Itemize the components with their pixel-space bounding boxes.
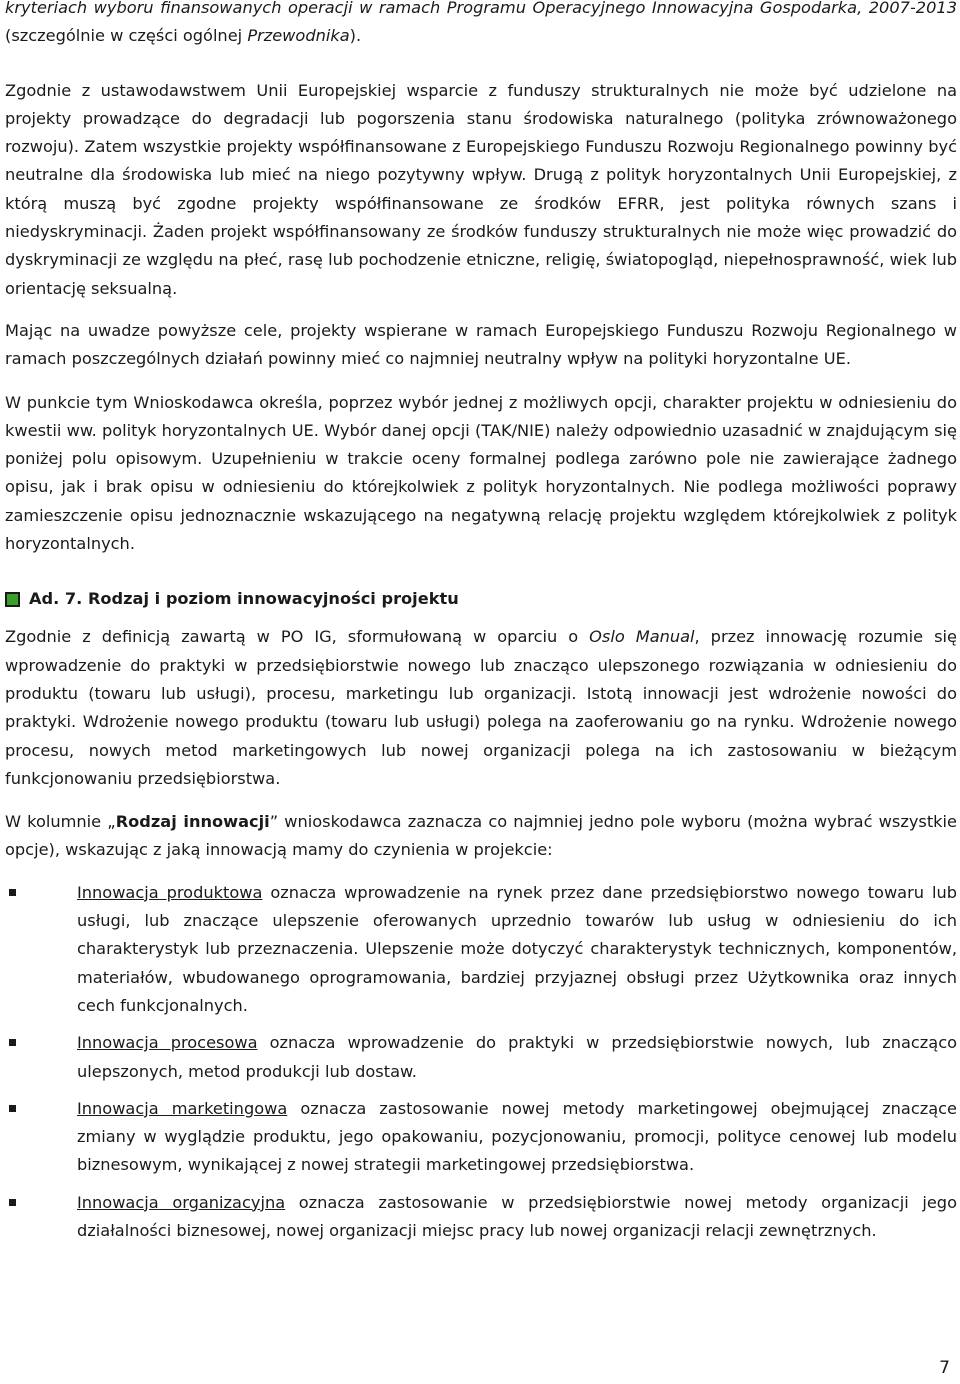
green-square-icon — [5, 592, 20, 607]
term-product-innovation: Innowacja produktowa — [77, 882, 263, 902]
intro-italic-1: kryteriach wyboru finansowanych operacji w ramach Programu Operacyjnego Innowacyjna Gospodarka, 2007-2013 — [5, 0, 957, 17]
intro-paragraph — [5, 0, 957, 51]
paragraph-objectives: Mając na uwadze powyższe cele, projekty wspierane w ramach Europejskiego Funduszu Rozwoju Regionalnego w ramach poszczególnych działań powinny mieć co najmniej neutralny wpływ na polityki horyzontalne UE. — [5, 320, 957, 369]
marketing-innovation-text: oznacza zastosowanie nowej metody marketingowej obejmującej znaczące zmiany w wyglądzie produktu, jego opakowaniu, pozycjonowaniu, promocji, polityce cenowej lub modelu biznesowym, wynikającej z nowej strategii marketingowej przedsiębiorstwa. — [77, 1098, 957, 1175]
list-item-process — [5, 1029, 957, 1086]
oslo-manual-italic: Oslo Manual — [589, 627, 695, 647]
list-item-marketing — [5, 1095, 957, 1180]
term-process-innovation: Innowacja procesowa — [77, 1033, 258, 1053]
product-innovation-text: oznacza wprowadzenie na rynek przez dane przedsiębiorstwo nowego towaru lub usługi, lub znaczące ulepszenie oferowanych uprzednio towarów lub usług w odniesieniu do ich charakterystyk lub przeznaczenia. Ulepszenie może dotyczyć charakterystyk technicznych, komponentów, materiałów, wbudowanego oprogramowania, bardziej przyjaznej obsługi przez Użytkownika oraz innych cech funkcjonalnych. — [77, 882, 957, 1015]
square-bullet-icon — [9, 1199, 16, 1206]
square-bullet-icon — [9, 1105, 16, 1112]
intro-text-1: (szczególnie w części ogólnej — [5, 26, 248, 46]
square-bullet-icon — [9, 889, 16, 896]
paragraph-innovation-definition — [5, 623, 957, 793]
page-number: 7 — [939, 1358, 950, 1378]
list-item-organizational — [5, 1189, 957, 1246]
innovation-types-list — [5, 879, 957, 1246]
term-marketing-innovation: Innowacja marketingowa — [77, 1098, 288, 1118]
organizational-innovation-text: oznacza zastosowanie w przedsiębiorstwie nowej metody organizacji jego działalności biznesowej, nowej organizacji miejsc pracy lub nowej organizacji relacji zewnętrznych. — [77, 1192, 957, 1240]
term-organizational-innovation: Innowacja organizacyjna — [77, 1192, 286, 1212]
process-innovation-text: oznacza wprowadzenie do praktyki w przedsiębiorstwie nowych, lub znacząco ulepszonych, metod produkcji lub dostaw. — [77, 1033, 957, 1081]
column-text-b: ” wnioskodawca zaznacza co najmniej jedno pole wyboru (można wybrać wszystkie opcje), wskazując z jaką innowacją mamy do czynienia w projekcie: — [5, 812, 958, 860]
document-page — [5, 0, 957, 1254]
paragraph-innovation-column — [5, 808, 957, 865]
column-text-a: W kolumnie „ — [5, 812, 116, 832]
intro-text-2: ). — [349, 26, 362, 46]
list-item-product — [5, 879, 957, 1020]
paragraph-applicant-option: W punkcie tym Wnioskodawca określa, poprzez wybór jednej z możliwych opcji, charakter projektu w odniesieniu do kwestii ww. polityk horyzontalnych UE. Wybór danej opcji (TAK/NIE) należy odpowiednio uzasadnić w znajdującym się poniżej polu opisowym. Uzupełnieniu w trakcie oceny formalnej podlega zarówno pole nie zawierające żadnego opisu, jak i brak opisu w odniesieniu do którejkolwiek z polityk horyzontalnych. Nie podlega możliwości poprawy zamieszczenie opisu jednoznacznie wskazującego na negatywną relację projektu względem którejkolwiek z polityk horyzontalnych. — [5, 392, 957, 554]
section-heading-text: Ad. 7. Rodzaj i poziom innowacyjności projektu — [29, 589, 459, 609]
definition-text-a: Zgodnie z definicją zawartą w PO IG, sformułowaną w oparciu o — [5, 627, 590, 647]
square-bullet-icon — [9, 1039, 16, 1046]
column-bold: Rodzaj innowacji — [115, 812, 270, 832]
intro-italic-2: Przewodnika — [247, 26, 350, 46]
definition-text-b: , przez innowację rozumie się wprowadzenie do praktyki w przedsiębiorstwie nowego lub znacząco ulepszonego rozwiązania w odniesieniu do produktu (towaru lub usługi), procesu, marketingu lub organizacji. Istotą innowacji jest wdrożenie nowości do praktyki. Wdrożenie nowego produktu (towaru lub usługi) polega na zaoferowaniu go na rynku. Wdrożenie nowego procesu, nowych metod marketingowych lub nowej organizacji polega na ich zastosowaniu w bieżącym funkcjonowaniu przedsiębiorstwa. — [5, 627, 957, 788]
section-heading — [5, 585, 957, 613]
paragraph-horizontal-policies: Zgodnie z ustawodawstwem Unii Europejskiej wsparcie z funduszy strukturalnych nie może być udzielone na projekty prowadzące do degradacji lub pogorszenia stanu środowiska naturalnego (polityka zrównoważonego rozwoju). Zatem wszystkie projekty współfinansowane z Europejskiego Funduszu Rozwoju Regionalnego powinny być neutralne dla środowiska lub mieć na niego pozytywny wpływ. Drugą z polityk horyzontalnych Unii Europejskiej, z którą muszą być zgodne projekty współfinansowane ze środków EFRR, jest polityka równych szans i niedyskryminacji. Żaden projekt współfinansowany ze środków funduszy strukturalnych nie może więc prowadzić do dyskryminacji ze względu na płeć, rasę lub pochodzenie etniczne, religię, światopogląd, niepełnosprawność, wiek lub orientację seksualną. — [5, 80, 957, 298]
